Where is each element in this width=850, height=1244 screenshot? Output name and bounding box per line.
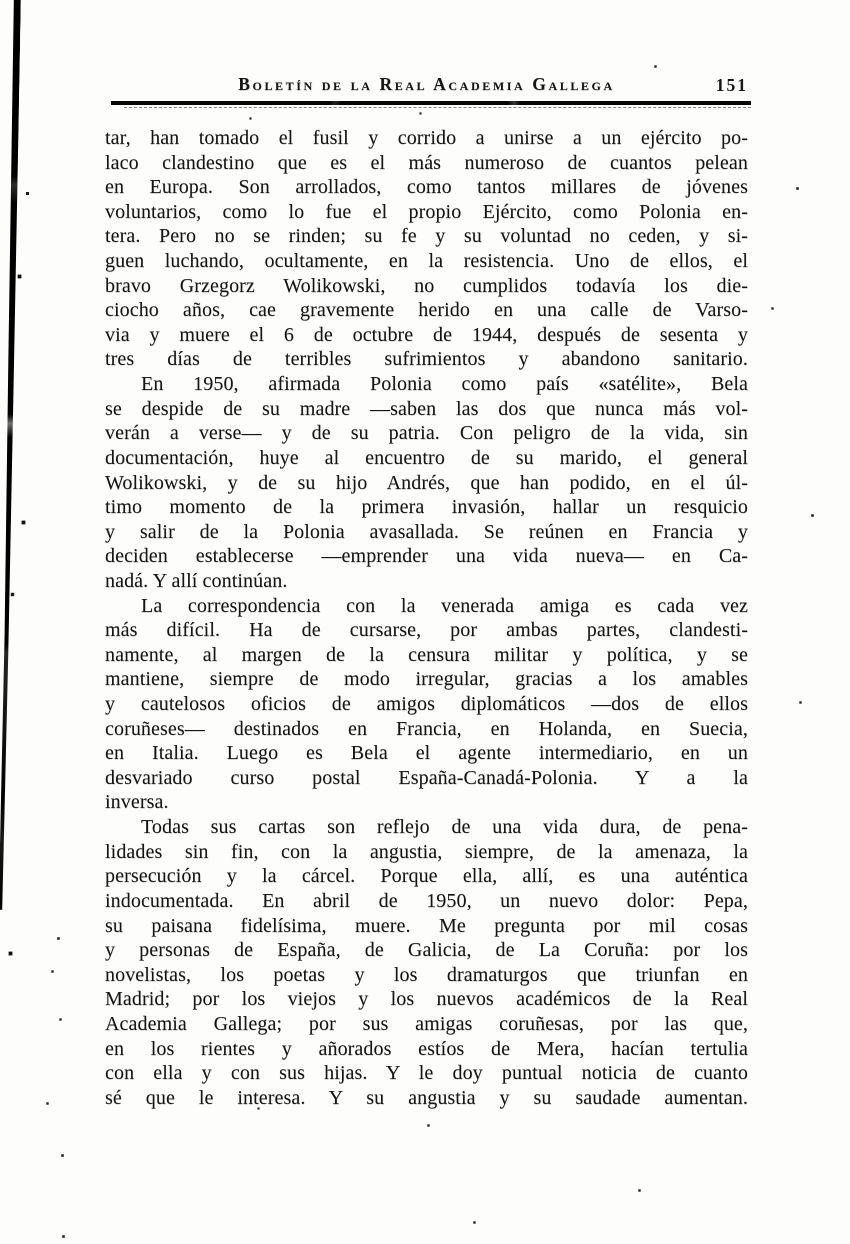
text-line: indocumentada. En abril de 1950, un nuevo dolor: Pepa, — [105, 889, 748, 912]
paragraph — [105, 815, 748, 1110]
paragraph — [105, 126, 748, 372]
text-line: novelistas, los poetas y los dramaturgos que triunfan en — [105, 963, 748, 986]
paragraph — [105, 594, 748, 815]
page-body — [105, 126, 748, 1110]
paragraph — [105, 372, 748, 593]
text-line: bravo Grzegorz Wolikowski, no cumplidos todavía los die- — [105, 274, 748, 297]
scan-noise — [0, 0, 1, 1]
text-line: desvariado curso postal España-Canadá-Polonia. Y a la — [105, 766, 748, 789]
text-line: su paisana fidelísima, muere. Me pregunta por mil cosas — [105, 914, 748, 937]
text-line: más difícil. Ha de cursarse, por ambas partes, clandesti- — [105, 619, 748, 642]
running-head — [105, 74, 748, 98]
text-line: Academia Gallega; por sus amigas coruñesas, por las que, — [105, 1012, 748, 1035]
text-line: mantiene, siempre de modo irregular, gracias a los amables — [105, 668, 748, 691]
text-line: tera. Pero no se rinden; su fe y su voluntad no ceden, y si- — [105, 225, 748, 248]
text-line: en Italia. Luego es Bela el agente intermediario, en un — [105, 742, 748, 765]
text-line: Todas sus cartas son reflejo de una vida dura, de pena- — [141, 816, 748, 839]
text-line: namente, al margen de la censura militar y política, y se — [105, 643, 748, 666]
text-line: deciden establecerse —emprender una vida nueva— en Ca- — [105, 545, 748, 568]
text-line: La correspondencia con la venerada amiga es cada vez — [141, 594, 748, 617]
text-line: En 1950, afirmada Polonia como país «satélite», Bela — [141, 373, 748, 396]
text-line: inversa. — [105, 791, 169, 814]
text-line: en los rientes y añorados estíos de Mera, hacían tertulia — [105, 1037, 748, 1060]
text-line: Madrid; por los viejos y los nuevos académicos de la Real — [105, 988, 748, 1011]
text-line: documentación, huye al encuentro de su marido, el general — [105, 446, 748, 469]
text-line: con ella y con sus hijas. Y le doy puntual noticia de cuanto — [105, 1062, 748, 1085]
text-line: coruñeses— destinados en Francia, en Holanda, en Suecia, — [105, 717, 748, 740]
page-number: 151 — [715, 75, 748, 95]
text-line: sé que le interesa. Y su angustia y su saudade aumentan. — [105, 1086, 748, 1109]
text-line: Wolikowski, y de su hijo Andrés, que han podido, en el úl- — [105, 471, 748, 494]
text-line: via y muere el 6 de octubre de 1944, después de sesenta y — [105, 323, 748, 346]
text-line: verán a verse— y de su patria. Con peligro de la vida, sin — [105, 422, 748, 445]
binding-shadow-artifact — [0, 0, 21, 910]
text-line: y personas de España, de Galicia, de La Coruña: por los — [105, 939, 748, 962]
header-rule — [111, 101, 751, 105]
text-line: ciocho años, cae gravemente herido en una calle de Varso- — [105, 299, 748, 322]
text-line: nadá. Y allí continúan. — [105, 569, 288, 592]
text-line: tres días de terribles sufrimientos y abandono sanitario. — [105, 348, 748, 371]
text-line: se despide de su madre —saben las dos que nunca más vol- — [105, 397, 748, 420]
text-line: voluntarios, como lo fue el propio Ejército, como Polonia en- — [105, 200, 748, 223]
text-line: y salir de la Polonia avasallada. Se reúnen en Francia y — [105, 520, 748, 543]
journal-title: Boletín de la Real Academia Gallega — [238, 74, 615, 94]
text-line: timo momento de la primera invasión, hallar un resquicio — [105, 496, 748, 519]
text-line: y cautelosos oficios de amigos diplomáticos —dos de ellos — [105, 693, 748, 716]
text-line: en Europa. Son arrollados, como tantos millares de jóvenes — [105, 176, 748, 199]
text-line: lidades sin fin, con la angustia, siempre, de la amenaza, la — [105, 840, 748, 863]
text-line: persecución y la cárcel. Porque ella, allí, es una auténtica — [105, 865, 748, 888]
text-line: guen luchando, ocultamente, en la resistencia. Uno de ellos, el — [105, 250, 748, 273]
text-line: laco clandestino que es el más numeroso de cuantos pelean — [105, 151, 748, 174]
text-line: tar, han tomado el fusil y corrido a unirse a un ejército po- — [105, 127, 748, 149]
